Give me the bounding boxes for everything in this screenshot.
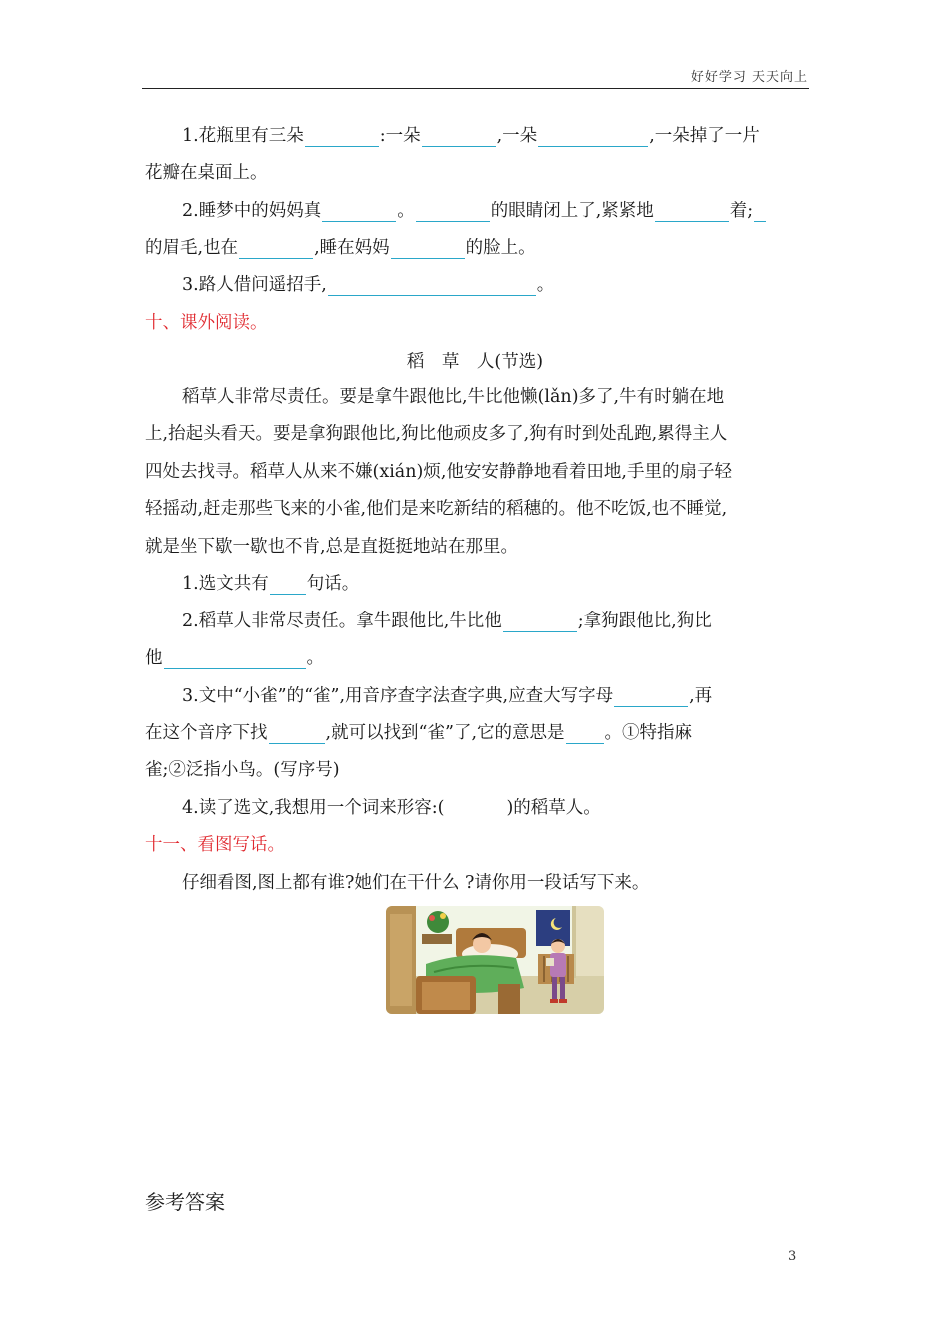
passage-title: 稻 草 人(节选)	[406, 352, 544, 372]
section11-prompt: 仔细看图,图上都有谁?她们在干什么 ?请你用一段话写下来。	[182, 873, 650, 893]
answer-blank[interactable]	[655, 203, 729, 222]
q9-item2-line2: 的眉毛,也在 ,睡在妈妈 的脸上。	[145, 238, 536, 258]
passage-line: 上,抬起头看天。要是拿狗跟他比,狗比他顽皮多了,狗有时到处乱跑,累得主人	[145, 424, 728, 444]
q9-item1-line2: 花瓣在桌面上。	[145, 163, 268, 183]
passage-line: 四处去找寻。稻草人从来不嫌(xián)烦,他安安静静地看着田地,手里的扇子轻	[145, 462, 732, 482]
header-motto: 好好学习 天天向上	[690, 70, 808, 85]
passage-line: 轻摇动,赶走那些飞来的小雀,他们是来吃新结的稻穗的。他不吃饭,也不睡觉,	[145, 499, 728, 519]
answer-blank[interactable]	[416, 203, 490, 222]
answer-blank[interactable]	[614, 688, 688, 707]
passage-line: 稻草人非常尽责任。要是拿牛跟他比,牛比他懒(lǎn)多了,牛有时躺在地	[182, 387, 725, 407]
section11-heading: 十一、看图写话。	[145, 835, 285, 855]
answer-blank[interactable]	[239, 240, 313, 259]
answer-blank[interactable]	[322, 203, 396, 222]
answer-blank[interactable]	[538, 128, 648, 147]
answer-blank[interactable]	[503, 613, 577, 632]
answer-blank[interactable]	[164, 650, 306, 669]
bedroom-illustration	[386, 906, 604, 1014]
section10-q3-line1: 3.文中“小雀”的“雀”,用音序查字法查字典,应查大写字母 ,再	[182, 686, 713, 706]
answers-title: 参考答案	[145, 1190, 225, 1214]
section10-q3-line2: 在这个音序下找 ,就可以找到“雀”了,它的意思是 。①特指麻	[145, 723, 693, 743]
answer-blank[interactable]	[270, 576, 306, 595]
section10-q2-line2: 他 。	[145, 648, 324, 668]
section10-q1: 1.选文共有 句话。	[182, 574, 360, 594]
page-number: 3	[788, 1249, 797, 1264]
answer-blank[interactable]	[328, 277, 536, 296]
q9-item2-line1: 2.睡梦中的妈妈真 。 的眼睛闭上了,紧紧地 着;	[182, 200, 767, 222]
answer-blank[interactable]	[754, 203, 766, 222]
section10-q3-line3: 雀;②泛指小鸟。(写序号)	[145, 760, 340, 780]
q9-item1-line1: 1.花瓶里有三朵 :一朵 ,一朵 ,一朵掉了一片	[182, 126, 760, 146]
answer-blank[interactable]	[391, 240, 465, 259]
answer-blank[interactable]	[566, 725, 604, 744]
answer-blank[interactable]	[305, 128, 379, 147]
answer-blank[interactable]	[422, 128, 496, 147]
q9-item3: 3.路人借问遥招手, 。	[182, 275, 555, 295]
header-rule	[142, 88, 809, 89]
section10-q4: 4.读了选文,我想用一个词来形容:( )的稻草人。	[182, 798, 601, 818]
answer-blank[interactable]	[269, 725, 325, 744]
passage-line: 就是坐下歇一歇也不肯,总是直挺挺地站在那里。	[145, 537, 519, 557]
section10-heading: 十、课外阅读。	[145, 313, 268, 333]
section10-q2-line1: 2.稻草人非常尽责任。拿牛跟他比,牛比他 ;拿狗跟他比,狗比	[182, 611, 712, 631]
